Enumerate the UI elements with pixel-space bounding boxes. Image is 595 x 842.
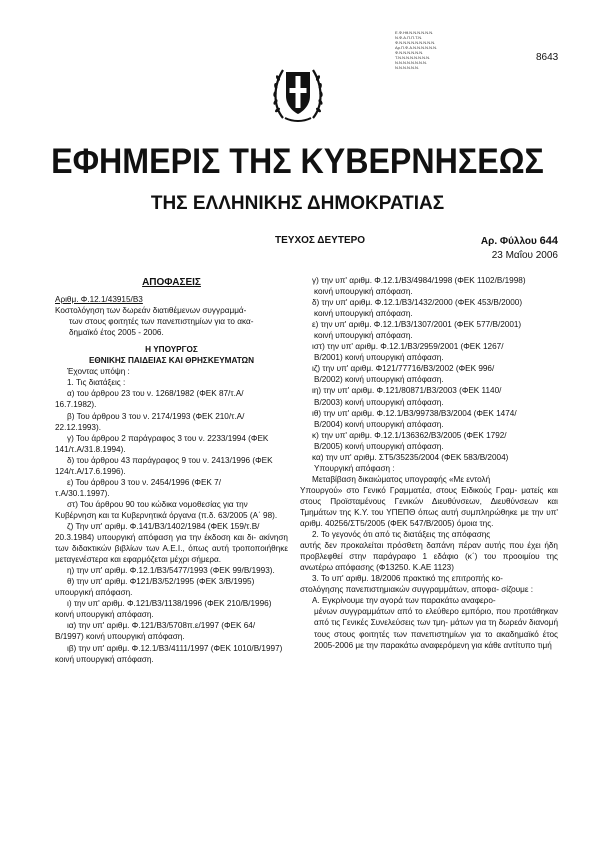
clause-first-line: ε) την υπ' αριθμ. Φ.12.1/Β3/1307/2001 (ΦΕΚ 577/Β/2001) xyxy=(312,320,522,330)
legal-clause xyxy=(55,576,288,598)
clause-continuation: Β/2005) κοινή υπουργική απόφαση. xyxy=(314,441,444,451)
sheet-number: 644 xyxy=(539,235,558,247)
clause-first-line: ιη) την υπ' αριθμ. Φ.121/80871/Β3/2003 (ΦΕΚ 1140/ xyxy=(312,386,502,396)
legal-clause xyxy=(55,455,288,477)
gazette-info-line: Φ.Ν.Ν.Ν.Ν.Ν.Ν. xyxy=(395,50,424,55)
clause-first-line: δ) την υπ' αριθμ. Φ.12.1/Β3/1432/2000 (ΦΕΚ 453/Β/2000) xyxy=(312,298,523,308)
issue-date: 23 Μαΐου 2006 xyxy=(491,250,558,261)
clause-continuation: Β/2002) κοινή υπουργική απόφαση. xyxy=(314,375,444,385)
clause-first-line: ιθ) την υπ' αριθμ. Φ.12.1/Β3/99738/Β3/2004 (ΦΕΚ 1474/ xyxy=(312,408,517,418)
clause-first-line: κ) την υπ' αριθμ. Φ.12.1/136362/Β3/2005 (ΦΕΚ 1792/ xyxy=(312,430,507,440)
clause-continuation: Κυβέρνηση και τα Κυβερνητικά όργανα (π.δ. 63/2005 (Α΄ 98). xyxy=(55,510,278,520)
legal-clause xyxy=(300,452,558,474)
decision-id: Αριθμ. Φ.12.1/43915/Β3 xyxy=(55,295,143,305)
decision-item-a xyxy=(300,595,558,650)
decision-subject-line: των στους φοιτητές των πανεπιστημίων για το ακα- xyxy=(69,317,254,327)
greek-coat-of-arms-icon xyxy=(271,58,325,124)
clause-continuation: Β/2001) κοινή υπουργική απόφαση. xyxy=(314,353,444,363)
paragraph-first-line: 3. Το υπ' αριθμ. 18/2006 πρακτικό της επιτροπής κο- xyxy=(312,574,503,584)
clause-first-line: ε) Του άρθρου 3 του ν. 2454/1996 (ΦΕΚ 7/ xyxy=(67,477,221,487)
clause-first-line: ιζ) την υπ' αριθμ. Φ121/77716/Β3/2002 (ΦΕΚ 996/ xyxy=(312,364,495,374)
clause-first-line: στ) Του άρθρου 90 του κώδικα νομοθεσίας για την xyxy=(67,499,248,509)
clause-continuation: Β/2004) κοινή υπουργική απόφαση. xyxy=(314,419,444,429)
clause-first-line: δ) του άρθρου 43 παράγραφος 9 του ν. 2413/1996 (ΦΕΚ xyxy=(67,455,273,465)
clause-first-line: γ) την υπ' αριθμ. Φ.12.1/Β3/4984/1998 (ΦΕΚ 1102/Β/1998) xyxy=(312,276,526,285)
clause-first-line: κα) την υπ' αριθμ. ΣΤ5/35235/2004 (ΦΕΚ 583/Β/2004) xyxy=(312,452,509,462)
legal-clause xyxy=(300,341,558,363)
legal-clause xyxy=(300,408,558,430)
clause-continuation: κοινή υπουργική απόφαση. xyxy=(314,331,413,341)
clause-continuation: 141/τ.Α/31.8.1994). xyxy=(55,444,126,454)
legal-clause xyxy=(55,388,288,410)
clause-continuation: 20.3.1984) υπουργική απόφαση για την έκδοση και δι- ακίνηση των διδακτικών βιβλίων των Α.Ε.Ι., όπως αυτή τροποποιήθηκε μεταγενέστερα και εφαρμόζεται μέχρι σήμερα. xyxy=(55,533,288,565)
masthead-subtitle: ΤΗΣ ΕΛΛΗΝΙΚΗΣ ΔΗΜΟΚΡΑΤΙΑΣ xyxy=(150,193,445,214)
issuing-authority: Η ΥΠΟΥΡΓΟΣ xyxy=(145,345,198,355)
paragraph-continuation: μένων συγγραμμάτων από το ελεύθερο εμπόριο, που προτάθηκαν από τις Γενικές Συνελεύσεις των τμη- μάτων για τη δωρεάν διανομή τους στους φοιτητές των πανεπιστημίων για το ακαδημαϊκό έτος 2005-2006 με την παρακάτω αναφερόμενη για κάθε αντίτυπο τιμή xyxy=(314,607,558,650)
legal-clause xyxy=(55,477,288,499)
legal-clause xyxy=(55,521,288,565)
legal-clause xyxy=(300,430,558,452)
legal-clause xyxy=(55,565,288,576)
clause-continuation: 124/τ.Α/17.6.1996). xyxy=(55,466,126,476)
clause-continuation: κοινή υπουργική απόφαση. xyxy=(314,309,413,319)
preamble-intro: Έχοντας υπόψη : xyxy=(67,367,130,377)
clause-continuation: 22.12.1993). xyxy=(55,422,101,432)
preamble-item-2 xyxy=(300,529,558,573)
page-number: 8643 xyxy=(536,52,559,63)
clause-first-line: ιβ) την υπ' αριθμ. Φ.12.1/Β3/4111/1997 (ΦΕΚ 1010/Β/1997) xyxy=(67,643,283,653)
preamble-item-3 xyxy=(300,573,558,595)
legal-clause xyxy=(55,411,288,433)
gazette-info-line: Τ.Ν.Ν.Ν.Ν.Ν.Ν.Ν.Ν. xyxy=(395,55,431,60)
preamble-item: 1. Τις διατάξεις : xyxy=(67,378,126,388)
issue-series: ΤΕΥΧΟΣ ΔΕΥΤΕΡΟ xyxy=(275,235,366,246)
legal-clause xyxy=(300,319,558,341)
legal-clause xyxy=(300,275,558,297)
clause-first-line: ια) την υπ' αριθμ. Φ.121/Β3/5708π.ε/1997 (ΦΕΚ 64/ xyxy=(67,621,256,631)
paragraph-continuation: στολόγησης πανεπιστημιακών συγγραμμάτων, αποφα- σίζουμε : xyxy=(300,585,534,595)
gazette-info-line: Φ.Ν.Ν.Ν.Ν.Ν.Ν.Ν.Ν.Ν. xyxy=(395,40,436,45)
clause-first-line: α) του άρθρου 23 του ν. 1268/1982 (ΦΕΚ 87/τ.Α/ xyxy=(67,389,244,399)
clause-continuation: Υπουργική απόφαση : xyxy=(314,463,395,473)
paragraph-first-line: 2. Το γεγονός ότι από τις διατάξεις της απόφασης xyxy=(312,530,491,540)
clause-first-line: η) την υπ' αριθμ. Φ.12.1/Β3/5477/1993 (ΦΕΚ 99/Β/1993). xyxy=(67,566,275,576)
left-column xyxy=(55,277,288,665)
clause-continuation: Β/2003) κοινή υπουργική απόφαση. xyxy=(314,397,444,407)
clause-continuation: υπουργική απόφαση. xyxy=(55,588,133,598)
right-column xyxy=(300,275,558,651)
section-heading: ΑΠΟΦΑΣΕΙΣ xyxy=(142,277,201,288)
clause-first-line: ζ) Την υπ' αριθμ. Φ.141/Β3/1402/1984 (ΦΕΚ 159/τ.Β/ xyxy=(67,521,260,531)
clause-first-line: γ) Του άρθρου 2 παράγραφος 3 του ν. 2233/1994 (ΦΕΚ xyxy=(67,433,269,443)
decision-subject-line: Κοστολόγηση των δωρεάν διατιθέμενων συγγραμμά- xyxy=(55,306,247,316)
clause-first-line: ι) την υπ' αριθμ. Φ.121/Β3/1138/1996 (ΦΕΚ 210/Β/1996) xyxy=(67,599,272,609)
clause-continuation: κοινή υπουργική απόφαση. xyxy=(314,287,413,297)
clause-continuation: κοινή υπουργική απόφαση. xyxy=(55,654,154,664)
gazette-info-line: Ε.Φ.Ηθ.Ν.Ν.Ν.Ν.Ν.Ν. xyxy=(395,30,434,35)
decision-subject-line: δημαϊκό έτος 2005 - 2006. xyxy=(69,328,164,338)
gazette-info-line: Ν.Φ.Α.Π.Π.Τ.Ν. xyxy=(395,35,423,40)
clause-first-line: θ) την υπ' αριθμ. Φ121/Β3/52/1995 (ΦΕΚ 3/Β/1995) xyxy=(67,577,255,587)
legal-clause xyxy=(300,297,558,319)
clause-first-line: β) Του άρθρου 3 του ν. 2174/1993 (ΦΕΚ 210/τ.Α/ xyxy=(67,411,245,421)
legal-clause xyxy=(55,433,288,455)
legal-clause xyxy=(55,499,288,521)
paragraph-continuation: αυτής δεν προκαλείται πρόσθετη δαπάνη πέραν αυτής που έχει ήδη προβλεφθεί στην παράγραφο 1 εδάφιο (κ΄) του προοιμίου της ανωτέρω απόφασης (Φ13250. Κ.ΑΕ 1123) xyxy=(300,541,558,573)
paragraph-first-line: Μεταβίβαση δικαιώματος υπογραφής «Με εντολή xyxy=(312,474,491,484)
clause-first-line: ιστ) την υπ' αριθμ. Φ.12.1/Β3/2959/2001 (ΦΕΚ 1267/ xyxy=(312,342,504,352)
issuing-authority-ministry: ΕΘΝΙΚΗΣ ΠΑΙΔΕΙΑΣ ΚΑΙ ΘΡΗΣΚΕΥΜΑΤΩΝ xyxy=(88,356,255,366)
paragraph-continuation: Υπουργού» στο Γενικό Γραμματέα, στους Ειδικούς Γραμ- ματείς και στους Προϊσταμένους Γενικών Διευθύνσεων, Διευθύνσεων και Τμημάτων της Κ.Υ. του ΥΠΕΠΘ όπως αυτή συμπληρώθηκε με την υπ' αριθμ. 40256/ΣΤ5/2005 (ΦΕΚ 547/Β/2005) όμοια της. xyxy=(300,485,558,529)
sheet-label-text: Αρ. Φύλλου xyxy=(480,236,537,247)
paragraph-first-line: Α. Εγκρίνουμε την αγορά των παρακάτω αναφερο- xyxy=(312,596,496,606)
gazette-info-line: Ν.Ν.Ν.Ν.Ν.Ν. xyxy=(395,65,419,70)
clause-continuation: τ.Α/30.1.1997). xyxy=(55,488,110,498)
gazette-info-line: Αρ.Π.Φ.Α.Ν.Ν.Ν.Ν.Ν.Ν. xyxy=(395,45,438,50)
gazette-info-line: Ν.Ν.Ν.Ν.Ν.Ν.Ν.Ν. xyxy=(395,60,427,65)
legal-clause xyxy=(55,643,288,665)
legal-clause xyxy=(300,385,558,407)
legal-clause xyxy=(300,363,558,385)
sheet-number-label xyxy=(481,235,558,247)
clause-continuation: κοινή υπουργική απόφαση. xyxy=(55,610,154,620)
delegation-paragraph xyxy=(300,474,558,529)
legal-clause xyxy=(55,620,288,642)
clause-continuation: Β/1997) κοινή υπουργική απόφαση. xyxy=(55,632,185,642)
masthead-title: ΕΦΗΜΕΡΙΣ ΤΗΣ ΚΥΒΕΡΝΗΣΕΩΣ xyxy=(51,142,544,181)
clause-continuation: 16.7.1982). xyxy=(55,400,97,410)
legal-clause xyxy=(55,598,288,620)
gazette-dispatch-info xyxy=(395,30,485,70)
